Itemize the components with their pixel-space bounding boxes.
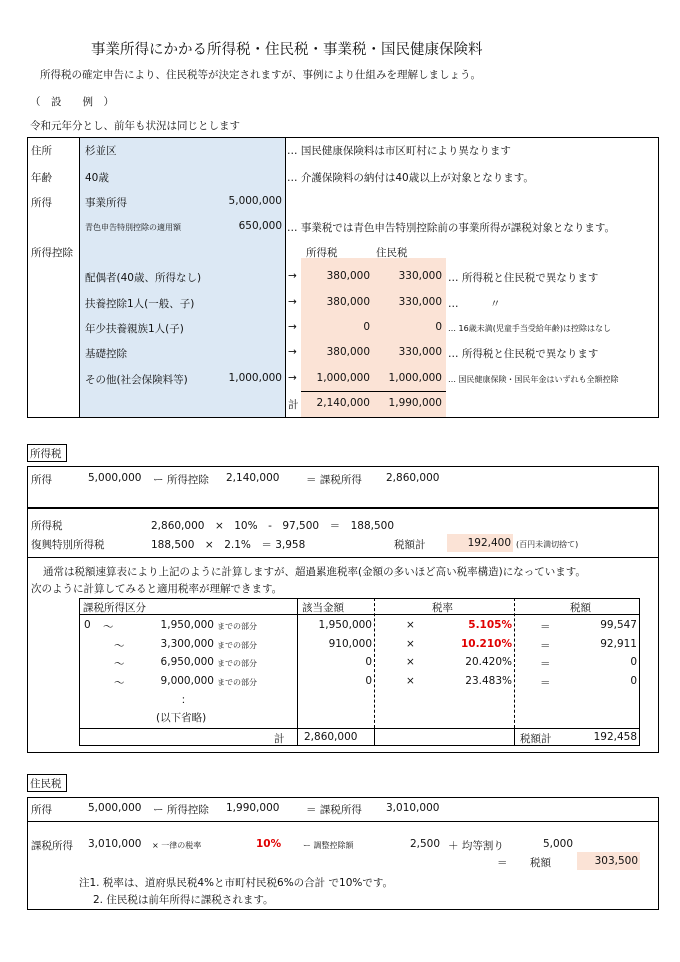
it-tax-label: 所得税: [31, 520, 63, 532]
it-explain-2: 次のように計算してみると適用税率が理解できます。: [31, 583, 283, 595]
bracket-tax: 0: [630, 656, 637, 668]
it-taxable-value: 2,860,000: [386, 472, 440, 484]
deduction-row-income-tax: 380,000: [326, 346, 370, 358]
it-income-label: 所得: [31, 474, 52, 486]
deduction-row-income-tax: 380,000: [326, 296, 370, 308]
bracket-times: ×: [406, 656, 415, 668]
col-income-tax: 所得税: [306, 247, 338, 259]
bracket-times: ×: [406, 619, 415, 631]
bracket-total-label: 計: [274, 733, 285, 745]
deduction-row-resident-tax: 330,000: [398, 296, 442, 308]
business-income-label: 事業所得: [85, 197, 127, 209]
bracket-equals: ＝: [540, 621, 551, 633]
rt-note-2: 2. 住民税は前年所得に課税されます。: [93, 894, 274, 906]
bracket-tax: 99,547: [600, 619, 637, 631]
bracket-tax: 0: [630, 675, 637, 687]
rt-adjust-label: ー 調整控除額: [303, 841, 354, 850]
rt-tax-value: 303,500: [594, 855, 638, 867]
bracket-total-tax-label: 税額計: [520, 733, 552, 745]
recon-tax-formula: 188,500 × 2.1% ＝ 3,958: [151, 539, 306, 551]
income-label: 所得: [31, 197, 52, 209]
case-total-resident-tax: 1,990,000: [388, 397, 442, 409]
bracket-dots: ：: [181, 694, 192, 706]
rate-header: 税率: [432, 602, 453, 614]
bracket-upper: 9,000,000: [160, 675, 214, 687]
bracket-total-tax: 192,458: [593, 731, 637, 743]
deduction-row-resident-tax: 330,000: [398, 270, 442, 282]
rt-income-value: 5,000,000: [88, 802, 142, 814]
rt-income-label: 所得: [31, 804, 52, 816]
deduction-row-note: … 所得税と住民税で異なります: [448, 272, 599, 284]
deduction-row-note: … 国民健康保険・国民年金はいずれも全額控除: [448, 375, 619, 384]
bracket-tilde: ～: [114, 658, 125, 670]
bracket-tilde: ～: [103, 621, 114, 633]
deduction-row-note: … 所得税と住民税で異なります: [448, 348, 599, 360]
rt-calc-taxable-value: 3,010,000: [88, 838, 142, 850]
case-total-income-tax: 2,140,000: [316, 397, 370, 409]
bracket-equals: ＝: [540, 658, 551, 670]
bracket-amount: 0: [365, 656, 372, 668]
it-explain-1: 通常は税額速算表により上記のように計算しますが、超過累進税率(金額の多いほど高い税率構造)になっています。: [43, 566, 586, 578]
deduction-row-income-tax: 0: [363, 321, 370, 333]
bracket-amount: 0: [365, 675, 372, 687]
deduction-row-label: 基礎控除: [85, 348, 127, 360]
it-taxable-label: ＝ 課税所得: [306, 474, 362, 486]
bracket-amount: 1,950,000: [318, 619, 372, 631]
blue-return-amount: 650,000: [238, 220, 282, 232]
premise-text: 令和元年分とし、前年も状況は同じとします: [30, 120, 240, 132]
bracket-rate: 5.105%: [468, 619, 512, 631]
arrow-icon: →: [288, 346, 297, 358]
recon-tax-label: 復興特別所得税: [31, 539, 105, 551]
amount-header: 該当金額: [302, 602, 344, 614]
intro-text: 所得税の確定申告により、住民税等が決定されますが、事例により仕組みを理解しましょう。: [40, 69, 481, 81]
business-income-value: 5,000,000: [228, 195, 282, 207]
bracket-tilde: ～: [114, 677, 125, 689]
bracket-rate: 10.210%: [460, 638, 512, 650]
example-label: （ 設 例 ）: [30, 96, 114, 108]
bracket-header: 課税所得区分: [83, 602, 146, 614]
page-title: 事業所得にかかる所得税・住民税・事業税・国民健康保険料: [91, 42, 483, 58]
deduction-row-note: … 〃: [448, 298, 501, 310]
bracket-equals: ＝: [540, 640, 551, 652]
bracket-tilde: ～: [114, 640, 125, 652]
rt-adjust-value: 2,500: [409, 838, 440, 850]
deduction-row-label: 配偶者(40歳、所得なし): [85, 272, 202, 284]
address-value: 杉並区: [85, 145, 117, 157]
bracket-tax: 92,911: [600, 638, 637, 650]
bracket-omitted: (以下省略): [156, 712, 207, 724]
bracket-rate: 23.483%: [465, 675, 512, 687]
rt-per-capita-label: ＋ 均等割り: [448, 840, 504, 852]
arrow-icon: →: [288, 270, 297, 282]
rt-flat-rate-label: × 一律の税率: [152, 841, 202, 850]
tax-header: 税額: [570, 602, 591, 614]
income-tax-heading: 所得税: [30, 448, 62, 460]
rt-taxable-label: ＝ 課税所得: [306, 804, 362, 816]
rt-rate: 10%: [256, 838, 282, 850]
rt-equals: ＝: [497, 857, 508, 869]
bracket-suffix: までの部分: [217, 641, 257, 650]
bracket-rate: 20.420%: [465, 656, 512, 668]
address-label: 住所: [31, 145, 52, 157]
deduction-row-resident-tax: 330,000: [398, 346, 442, 358]
blue-return-note: … 事業税では青色申告特別控除前の事業所得が課税対象となります。: [287, 222, 615, 234]
bracket-amount: 910,000: [328, 638, 372, 650]
it-total-label: 税額計: [394, 539, 426, 551]
rt-tax-label: 税額: [530, 857, 551, 869]
age-note: … 介護保険料の納付は40歳以上が対象となります。: [287, 172, 534, 184]
deduction-row-amount: 1,000,000: [228, 372, 282, 384]
blue-return-label: 青色申告特別控除の適用額: [85, 223, 181, 232]
age-value: 40歳: [85, 172, 109, 184]
it-deduction-value: 2,140,000: [226, 472, 280, 484]
bracket-suffix: までの部分: [217, 622, 257, 631]
bracket-suffix: までの部分: [217, 678, 257, 687]
resident-tax-heading: 住民税: [30, 778, 62, 790]
bracket-suffix: までの部分: [217, 659, 257, 668]
it-minus-deduction: ー 所得控除: [153, 474, 209, 486]
arrow-icon: →: [288, 296, 297, 308]
rt-deduction-value: 1,990,000: [226, 802, 280, 814]
deduction-row-resident-tax: 1,000,000: [388, 372, 442, 384]
deduction-row-resident-tax: 0: [435, 321, 442, 333]
rt-taxable-value: 3,010,000: [386, 802, 440, 814]
bracket-from: 0: [84, 619, 91, 631]
deduction-row-label: その他(社会保険料等): [85, 374, 188, 386]
address-note: … 国民健康保険料は市区町村により異なります: [287, 145, 511, 157]
case-total-label: 計: [288, 399, 299, 411]
rt-per-capita-value: 5,000: [542, 838, 573, 850]
deduction-row-note: … 16歳未満(児童手当受給年齢)は控除はなし: [448, 324, 611, 333]
bracket-upper: 1,950,000: [160, 619, 214, 631]
bracket-equals: ＝: [540, 677, 551, 689]
arrow-icon: →: [288, 321, 297, 333]
rt-calc-taxable-label: 課税所得: [31, 840, 73, 852]
col-resident-tax: 住民税: [376, 247, 408, 259]
age-label: 年齢: [31, 172, 52, 184]
bracket-times: ×: [406, 638, 415, 650]
deduction-row-income-tax: 380,000: [326, 270, 370, 282]
it-total-note: (百円未満切捨て): [516, 540, 579, 549]
bracket-times: ×: [406, 675, 415, 687]
deduction-row-label: 扶養控除1人(一般、子): [85, 298, 195, 310]
bracket-upper: 6,950,000: [160, 656, 214, 668]
it-total-value: 192,400: [467, 537, 511, 549]
it-income-value: 5,000,000: [88, 472, 142, 484]
bracket-upper: 3,300,000: [160, 638, 214, 650]
deduction-row-income-tax: 1,000,000: [316, 372, 370, 384]
arrow-icon: →: [288, 372, 297, 384]
it-tax-formula: 2,860,000 × 10% - 97,500 ＝ 188,500: [151, 520, 395, 532]
deduction-label: 所得控除: [31, 247, 73, 259]
rt-note-1: 注1. 税率は、道府県民税4%と市町村民税6%の合計 で10%です。: [79, 877, 394, 889]
deduction-row-label: 年少扶養親族1人(子): [85, 323, 184, 335]
rt-minus-deduction: ー 所得控除: [153, 804, 209, 816]
bracket-total-amount: 2,860,000: [304, 731, 358, 743]
